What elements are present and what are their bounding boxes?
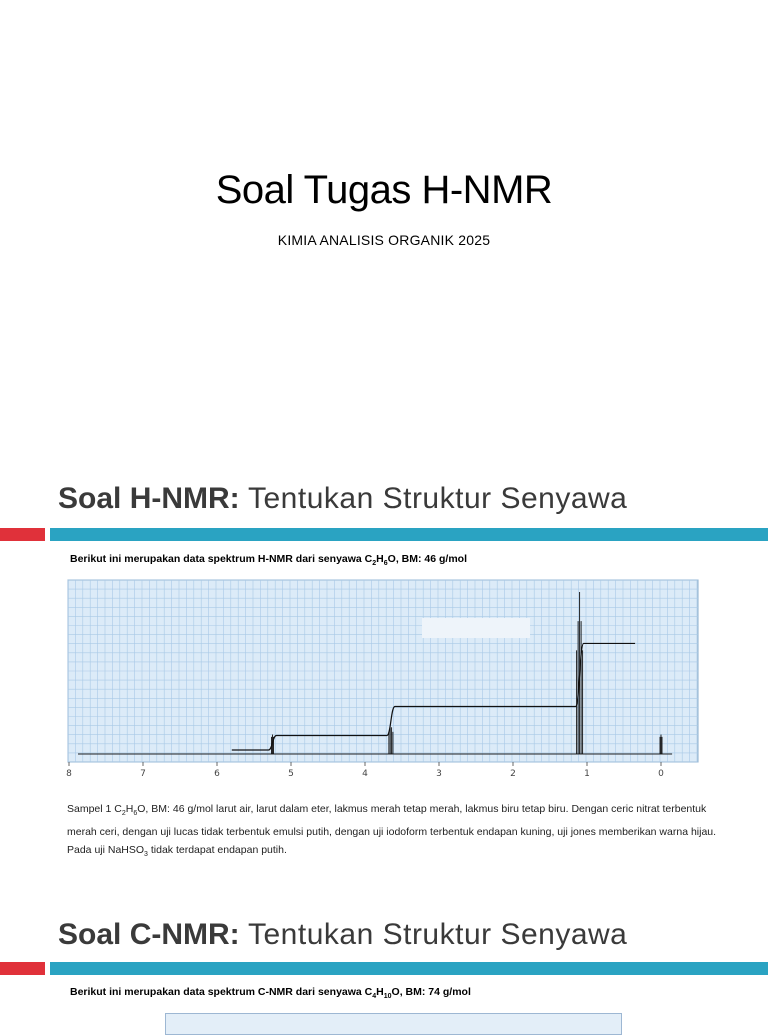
- x-tick-label: 0: [658, 769, 664, 779]
- x-tick-label: 1: [584, 769, 590, 779]
- hnmr-heading-bold: Soal H-NMR:: [58, 482, 240, 515]
- cnmr-heading: [58, 918, 627, 952]
- x-tick-labels: [66, 762, 664, 779]
- x-tick-label: 4: [362, 769, 368, 779]
- teal-accent-bar: [50, 528, 768, 541]
- slide-subtitle: KIMIA ANALISIS ORGANIK 2025: [277, 232, 491, 248]
- cnmr-spectrum-chart-top: [165, 1013, 622, 1035]
- label-mask: [422, 618, 530, 638]
- x-tick-label: 6: [214, 769, 220, 779]
- hnmr-heading: [58, 482, 627, 516]
- hnmr-description: Sampel 1 $C_2H_6O$, BM: 46 g/mol larut air, larut dalam eter, lakmus merah tetap merah, lakmus biru tetap biru. Dengan ceric nitrat terbentuk merah ceri, dengan uji lucas tidak terbentuk emulsi putih, dengan uji iodoform terbentuk endapan kuning, uji jones memberikan warna hijau. Pada uji NaHSO$_3$ tidak terdapat endapan putih.: [67, 803, 717, 859]
- teal-accent-bar: [50, 962, 768, 975]
- x-tick-label: 8: [66, 769, 72, 779]
- slide-title: Soal Tugas H-NMR: [215, 168, 553, 212]
- x-tick-label: 5: [288, 769, 294, 779]
- plot-grid: [68, 580, 698, 762]
- title-slide: [0, 0, 768, 455]
- cnmr-caption: Berikut ini merupakan data spektrum C-NMR dari senyawa $C_4H_{10}O$, BM: 74 g/mol: [70, 986, 471, 1001]
- cnmr-heading-bold: Soal C-NMR:: [58, 918, 240, 951]
- cnmr-slide: [0, 895, 768, 1024]
- x-tick-label: 7: [140, 769, 146, 779]
- hnmr-heading-rest: Tentukan Struktur Senyawa: [248, 482, 628, 515]
- hnmr-caption: Berikut ini merupakan data spektrum H-NMR dari senyawa $C_2H_6O$, BM: 46 g/mol: [70, 553, 467, 568]
- cnmr-heading-rest: Tentukan Struktur Senyawa: [248, 918, 628, 951]
- x-tick-label: 2: [510, 769, 516, 779]
- hnmr-slide: [0, 460, 768, 880]
- red-accent-bar: [0, 528, 45, 541]
- x-tick-label: 3: [436, 769, 442, 779]
- red-accent-bar: [0, 962, 45, 975]
- hnmr-spectrum-chart: [64, 578, 704, 783]
